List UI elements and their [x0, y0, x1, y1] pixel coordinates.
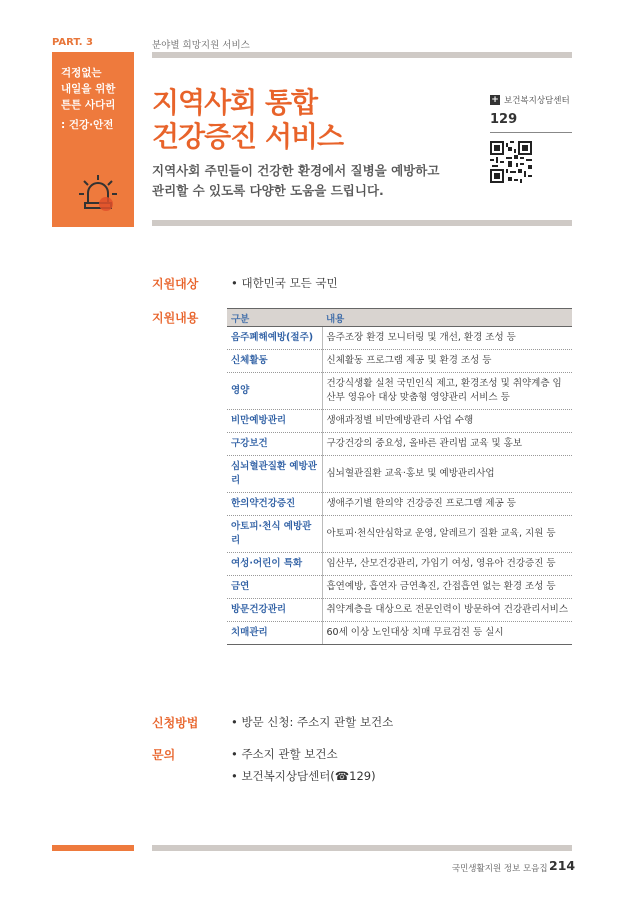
- row-category: 여성·어린이 특화: [227, 553, 322, 576]
- row-category: 구강보건: [227, 433, 322, 456]
- row-category: 한의약건강증진: [227, 493, 322, 516]
- side-line-1: 걱정없는: [61, 67, 102, 79]
- category-label: 분야별 희망지원 서비스: [152, 40, 250, 51]
- table-row: [227, 622, 572, 645]
- table-row: [227, 576, 572, 599]
- contact-divider: [490, 132, 572, 133]
- inquiry-heading: 문의: [152, 748, 176, 762]
- apply-text: • 방문 신청: 주소지 관할 보건소: [231, 715, 394, 729]
- row-content: 임산부, 산모건강관리, 가임기 여성, 영유아 건강증진 등: [322, 553, 572, 576]
- row-category: 신체활동: [227, 350, 322, 373]
- part-label: PART. 3: [52, 37, 93, 48]
- row-content: 생애주기별 한의약 건강증진 프로그램 제공 등: [322, 493, 572, 516]
- row-content: 구강건강의 중요성, 올바른 관리법 교육 및 홍보: [322, 433, 572, 456]
- top-accent-rule: [52, 52, 134, 59]
- desc-line-2: 관리할 수 있도록 다양한 도움을 드립니다.: [152, 183, 384, 198]
- title-line-1: 지역사회 통합: [152, 86, 318, 119]
- target-heading: 지원대상: [152, 277, 199, 291]
- bottom-gray-rule: [152, 845, 572, 851]
- bottom-accent-rule: [52, 845, 134, 851]
- contact-number: 129: [490, 112, 518, 127]
- row-category: 금연: [227, 576, 322, 599]
- side-line-3: 튼튼 사다리: [61, 99, 116, 111]
- section-divider: [152, 220, 572, 226]
- table-row: [227, 516, 572, 553]
- row-category: 방문건강관리: [227, 599, 322, 622]
- inquiry-line-1: • 주소지 관할 보건소: [231, 747, 338, 761]
- row-category: 심뇌혈관질환 예방관리: [227, 456, 322, 493]
- title-line-2: 건강증진 서비스: [152, 120, 344, 153]
- row-content: 건강식생활 실천 국민인식 제고, 환경조성 및 취약계층 임산부 영유아 대상 맞춤형 영양관리 서비스 등: [322, 373, 572, 410]
- table-row: [227, 553, 572, 576]
- table-row: [227, 410, 572, 433]
- inquiry-line-2: • 보건복지상담센터(☎129): [231, 769, 376, 783]
- side-subtitle: : 건강·안전: [61, 119, 114, 131]
- side-line-2: 내일을 위한: [61, 83, 116, 95]
- row-content: 생애과정별 비만예방관리 사업 수행: [322, 410, 572, 433]
- table-row: [227, 599, 572, 622]
- table-row: [227, 493, 572, 516]
- table-row: [227, 350, 572, 373]
- contact-block: [490, 94, 570, 127]
- column-header-category: 구분: [227, 309, 322, 327]
- row-category: 영양: [227, 373, 322, 410]
- contact-label: 보건복지상담센터: [504, 96, 570, 106]
- footer-book-title: 국민생활지원 정보 모음집 ·: [451, 864, 553, 874]
- row-content: 신체활동 프로그램 제공 및 환경 조성 등: [322, 350, 572, 373]
- page-description: [152, 161, 439, 201]
- side-section-box: [52, 59, 134, 227]
- row-content: 60세 이상 노인대상 치매 무료검진 등 실시: [322, 622, 572, 645]
- top-gray-rule: [152, 52, 572, 58]
- row-content: 음주조장 환경 모니터링 및 개선, 환경 조성 등: [322, 327, 572, 350]
- qr-code-icon[interactable]: [490, 141, 532, 183]
- row-content: 아토피·천식안심학교 운영, 알레르기 질환 교육, 지원 등: [322, 516, 572, 553]
- siren-icon: [78, 173, 118, 213]
- row-category: 음주폐해예방(절주): [227, 327, 322, 350]
- desc-line-1: 지역사회 주민들이 건강한 환경에서 질병을 예방하고: [152, 163, 440, 178]
- column-header-content: 내용: [322, 309, 572, 327]
- row-content: 심뇌혈관질환 교육·홍보 및 예방관리사업: [322, 456, 572, 493]
- page-number: 214: [549, 858, 576, 873]
- row-content: 흡연예방, 흡연자 금연촉진, 간접흡연 없는 환경 조성 등: [322, 576, 572, 599]
- table-row: [227, 327, 572, 350]
- table-row: [227, 433, 572, 456]
- table-row: [227, 456, 572, 493]
- content-heading: 지원내용: [152, 311, 199, 325]
- row-category: 아토피·천식 예방관리: [227, 516, 322, 553]
- target-text: • 대한민국 모든 국민: [231, 276, 338, 290]
- support-table: [227, 308, 572, 645]
- table-row: [227, 373, 572, 410]
- apply-heading: 신청방법: [152, 716, 199, 730]
- plus-icon: +: [491, 95, 499, 105]
- table-header-row: [227, 309, 572, 327]
- page-title: [152, 86, 343, 154]
- row-category: 치매관리: [227, 622, 322, 645]
- row-category: 비만예방관리: [227, 410, 322, 433]
- row-content: 취약계층을 대상으로 전문인력이 방문하여 건강관리서비스: [322, 599, 572, 622]
